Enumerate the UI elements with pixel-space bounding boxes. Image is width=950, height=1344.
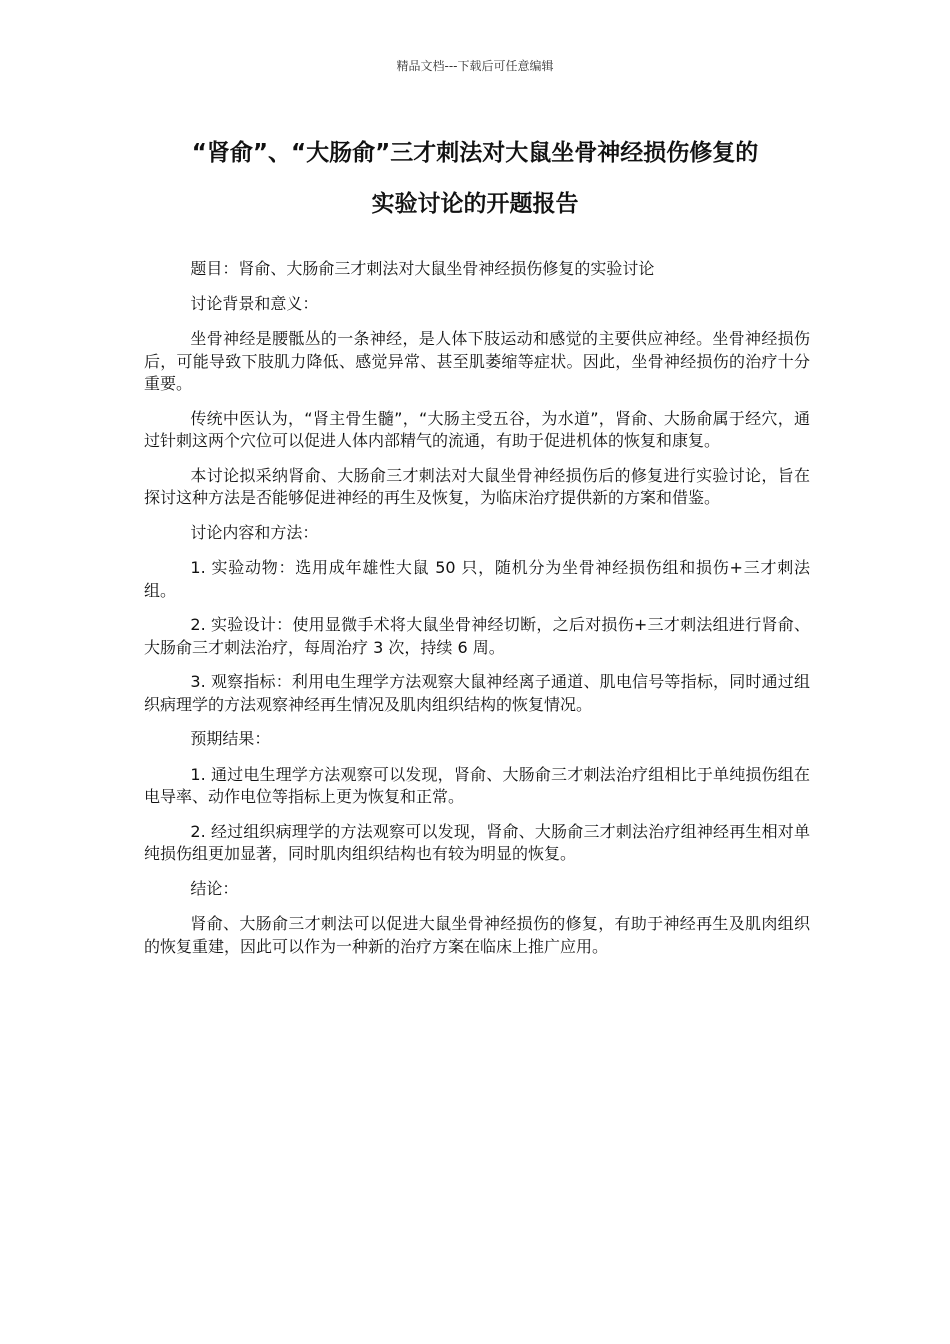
list-item-method-1: 1. 实验动物：选用成年雄性大鼠 50 只，随机分为坐骨神经损伤组和损伤+三才刺法组。 xyxy=(144,558,810,600)
list-item-result-2: 2. 经过组织病理学的方法观察可以发现，肾俞、大肠俞三才刺法治疗组神经再生相对单纯损伤组更加显著，同时肌肉组织结构也有较为明显的恢复。 xyxy=(144,821,810,863)
page-header-watermark: 精品文档---下载后可任意编辑 xyxy=(396,59,554,73)
paragraph-background-1: 坐骨神经是腰骶丛的一条神经，是人体下肢运动和感觉的主要供应神经。坐骨神经损伤后，可能导致下肢肌力降低、感觉异常、甚至肌萎缩等症状。因此，坐骨神经损伤的治疗十分重要。 xyxy=(144,329,810,393)
section-heading-expected-results: 预期结果： xyxy=(190,729,271,748)
document-title-line-1: “肾俞”、“大肠俞”三才刺法对大鼠坐骨神经损伤修复的 xyxy=(191,140,759,166)
document-title-line-2: 实验讨论的开题报告 xyxy=(371,191,579,217)
section-heading-conclusion: 结论： xyxy=(190,878,239,898)
section-heading-background: 讨论背景和意义： xyxy=(190,293,319,313)
paragraph-topic: 题目：肾俞、大肠俞三才刺法对大鼠坐骨神经损伤修复的实验讨论 xyxy=(190,259,655,278)
paragraph-background-3: 本讨论拟采纳肾俞、大肠俞三才刺法对大鼠坐骨神经损伤后的修复进行实验讨论，旨在探讨这种方法是否能够促进神经的再生及恢复，为临床治疗提供新的方案和借鉴。 xyxy=(144,465,810,507)
section-heading-methods: 讨论内容和方法： xyxy=(190,522,319,542)
list-item-method-2: 2. 实验设计：使用显微手术将大鼠坐骨神经切断，之后对损伤+三才刺法组进行肾俞、大肠俞三才刺法治疗，每周治疗 3 次，持续 6 周。 xyxy=(144,615,810,657)
document-body xyxy=(144,258,810,970)
list-item-result-1: 1. 通过电生理学方法观察可以发现，肾俞、大肠俞三才刺法治疗组相比于单纯损伤组在电导率、动作电位等指标上更为恢复和正常。 xyxy=(144,764,810,806)
list-item-method-3: 3. 观察指标：利用电生理学方法观察大鼠神经离子通道、肌电信号等指标，同时通过组织病理学的方法观察神经再生情况及肌肉组织结构的恢复情况。 xyxy=(144,672,810,714)
paragraph-background-2: 传统中医认为，“肾主骨生髓”，“大肠主受五谷，为水道”，肾俞、大肠俞属于经穴，通过针刺这两个穴位可以促进人体内部精气的流通，有助于促进机体的恢复和康复。 xyxy=(144,408,810,450)
paragraph-conclusion: 肾俞、大肠俞三才刺法可以促进大鼠坐骨神经损伤的修复，有助于神经再生及肌肉组织的恢复重建，因此可以作为一种新的治疗方案在临床上推广应用。 xyxy=(144,914,810,956)
